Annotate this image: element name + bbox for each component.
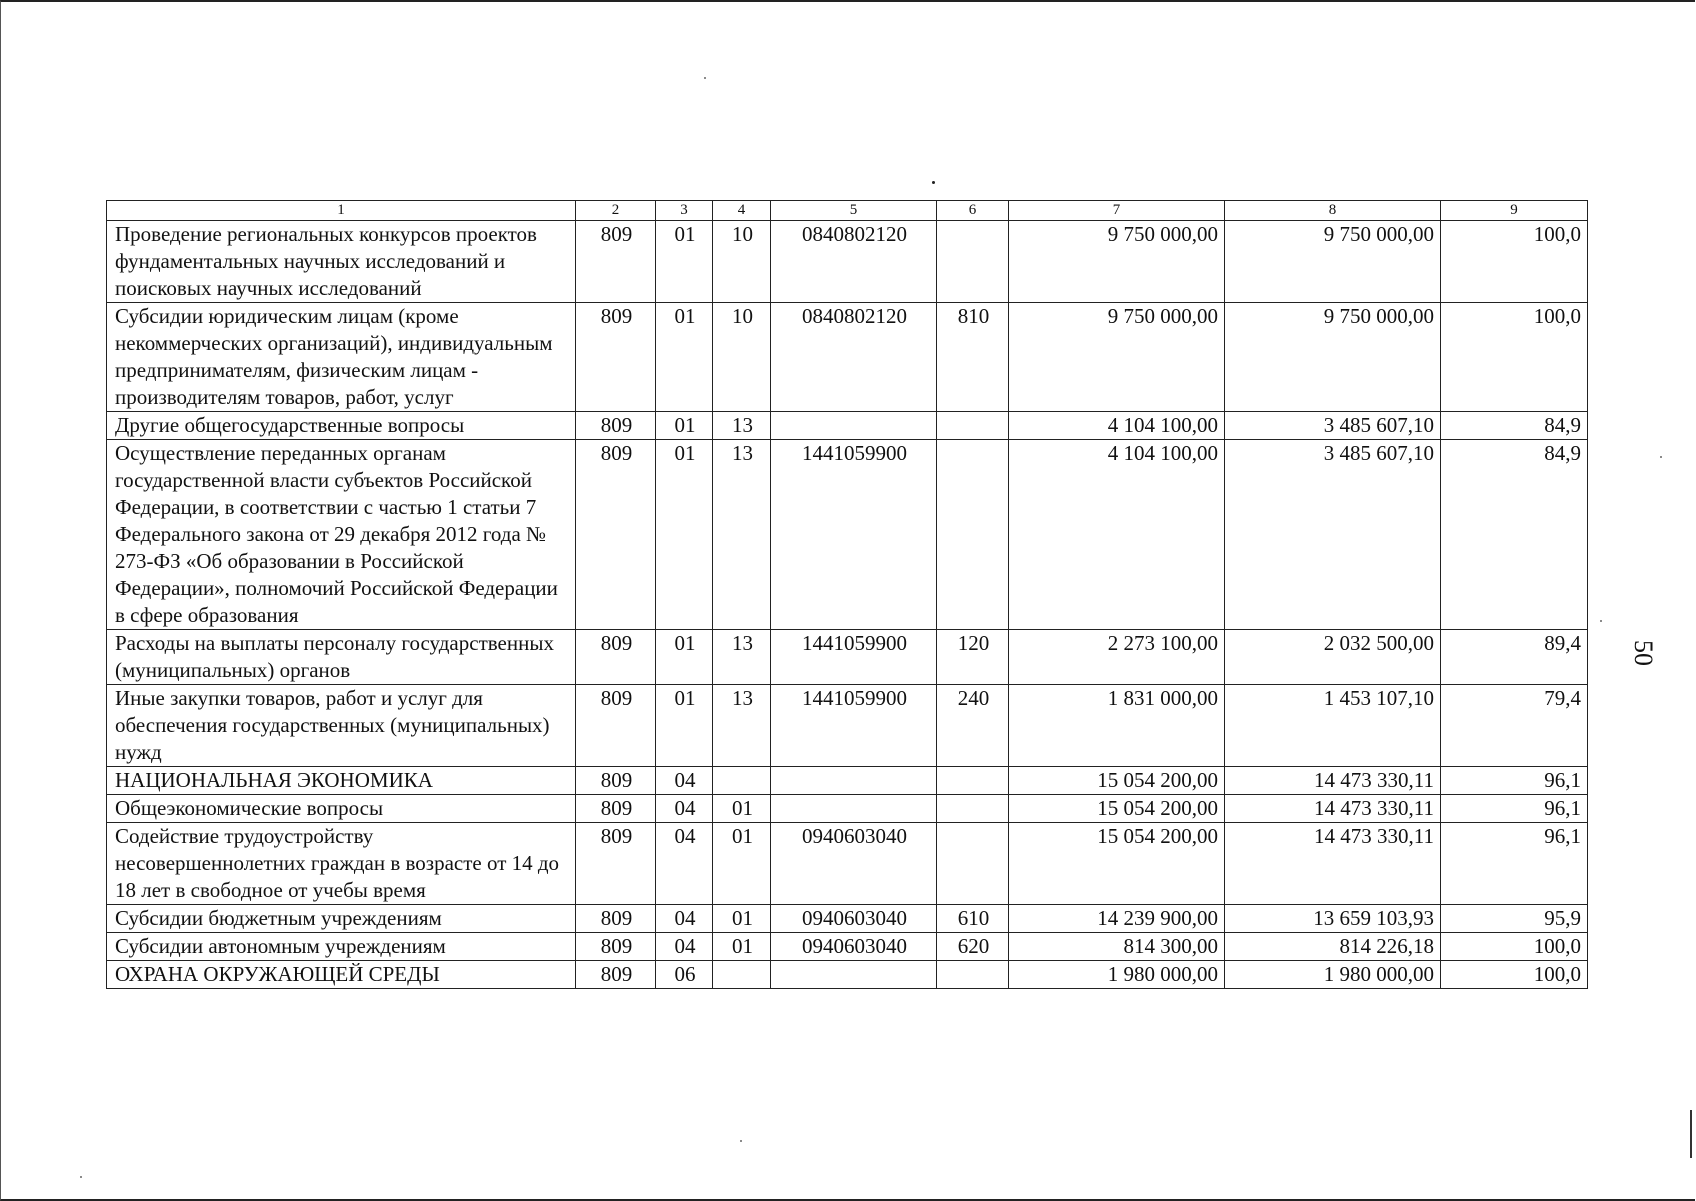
expense-type-cell: [937, 823, 1009, 905]
executed-amount-cell: 3 485 607,10: [1225, 412, 1441, 440]
chapter-code-cell: 809: [576, 685, 656, 767]
execution-percent-cell: 89,4: [1441, 630, 1588, 685]
target-article-cell: 1441059900: [771, 630, 937, 685]
section-code-cell: 04: [656, 905, 713, 933]
expense-type-cell: [937, 767, 1009, 795]
execution-percent-cell: 95,9: [1441, 905, 1588, 933]
execution-percent-cell: 100,0: [1441, 961, 1588, 989]
table-row: [107, 823, 1588, 905]
subsection-code-cell: [713, 767, 771, 795]
target-article-cell: [771, 767, 937, 795]
section-code-cell: 01: [656, 440, 713, 630]
chapter-code-cell: 809: [576, 303, 656, 412]
target-article-cell: 0940603040: [771, 823, 937, 905]
execution-percent-cell: 84,9: [1441, 440, 1588, 630]
planned-amount-cell: 9 750 000,00: [1009, 221, 1225, 303]
chapter-code-cell: 809: [576, 767, 656, 795]
expense-type-cell: 810: [937, 303, 1009, 412]
scan-speck: [1600, 620, 1602, 622]
section-code-cell: 04: [656, 933, 713, 961]
section-code-cell: 04: [656, 823, 713, 905]
table-row: [107, 933, 1588, 961]
budget-execution-table: [106, 200, 1588, 989]
scan-speck: [704, 77, 706, 79]
subsection-code-cell: 13: [713, 412, 771, 440]
scan-speck: [80, 1176, 82, 1178]
target-article-cell: 1441059900: [771, 440, 937, 630]
row-name-cell: Иные закупки товаров, работ и услуг для обеспечения государственных (муниципальных) нужд: [107, 685, 576, 767]
expense-type-cell: [937, 412, 1009, 440]
header-cell: 1: [107, 201, 576, 221]
executed-amount-cell: 814 226,18: [1225, 933, 1441, 961]
section-code-cell: 01: [656, 412, 713, 440]
expense-type-cell: 610: [937, 905, 1009, 933]
table-row: [107, 767, 1588, 795]
chapter-code-cell: 809: [576, 795, 656, 823]
chapter-code-cell: 809: [576, 440, 656, 630]
row-name-cell: НАЦИОНАЛЬНАЯ ЭКОНОМИКА: [107, 767, 576, 795]
executed-amount-cell: 14 473 330,11: [1225, 823, 1441, 905]
page-number: 50: [1629, 640, 1658, 666]
expense-type-cell: [937, 221, 1009, 303]
subsection-code-cell: 13: [713, 685, 771, 767]
chapter-code-cell: 809: [576, 412, 656, 440]
executed-amount-cell: 1 453 107,10: [1225, 685, 1441, 767]
execution-percent-cell: 96,1: [1441, 823, 1588, 905]
executed-amount-cell: 14 473 330,11: [1225, 795, 1441, 823]
header-cell: 6: [937, 201, 1009, 221]
chapter-code-cell: 809: [576, 221, 656, 303]
execution-percent-cell: 96,1: [1441, 767, 1588, 795]
table-row: [107, 905, 1588, 933]
planned-amount-cell: 15 054 200,00: [1009, 767, 1225, 795]
subsection-code-cell: [713, 961, 771, 989]
planned-amount-cell: 9 750 000,00: [1009, 303, 1225, 412]
header-cell: 7: [1009, 201, 1225, 221]
planned-amount-cell: 814 300,00: [1009, 933, 1225, 961]
chapter-code-cell: 809: [576, 630, 656, 685]
expense-type-cell: [937, 795, 1009, 823]
table-row: [107, 221, 1588, 303]
row-name-cell: Общеэкономические вопросы: [107, 795, 576, 823]
chapter-code-cell: 809: [576, 933, 656, 961]
row-name-cell: Содействие трудоустройству несовершеннолетних граждан в возрасте от 14 до 18 лет в свободное от учебы время: [107, 823, 576, 905]
section-code-cell: 04: [656, 767, 713, 795]
section-code-cell: 04: [656, 795, 713, 823]
scan-speck: [1660, 456, 1662, 458]
chapter-code-cell: 809: [576, 961, 656, 989]
target-article-cell: 0940603040: [771, 905, 937, 933]
header-cell: 3: [656, 201, 713, 221]
header-cell: 4: [713, 201, 771, 221]
subsection-code-cell: 10: [713, 303, 771, 412]
expense-type-cell: 240: [937, 685, 1009, 767]
subsection-code-cell: 01: [713, 933, 771, 961]
subsection-code-cell: 01: [713, 795, 771, 823]
table-row: [107, 412, 1588, 440]
table-row: [107, 961, 1588, 989]
header-cell: 9: [1441, 201, 1588, 221]
execution-percent-cell: 100,0: [1441, 303, 1588, 412]
target-article-cell: [771, 412, 937, 440]
row-name-cell: Субсидии бюджетным учреждениям: [107, 905, 576, 933]
target-article-cell: [771, 961, 937, 989]
column-number-header-row: [107, 201, 1588, 221]
planned-amount-cell: 15 054 200,00: [1009, 795, 1225, 823]
table-row: [107, 795, 1588, 823]
row-name-cell: ОХРАНА ОКРУЖАЮЩЕЙ СРЕДЫ: [107, 961, 576, 989]
row-name-cell: Расходы на выплаты персоналу государственных (муниципальных) органов: [107, 630, 576, 685]
section-code-cell: 01: [656, 221, 713, 303]
section-code-cell: 01: [656, 685, 713, 767]
chapter-code-cell: 809: [576, 905, 656, 933]
scan-speck: [740, 1140, 742, 1142]
scan-speck: [932, 181, 935, 184]
planned-amount-cell: 15 054 200,00: [1009, 823, 1225, 905]
subsection-code-cell: 01: [713, 823, 771, 905]
table-row: [107, 440, 1588, 630]
section-code-cell: 06: [656, 961, 713, 989]
row-name-cell: Осуществление переданных органам государственной власти субъектов Российской Федерации, в соответствии с частью 1 статьи 7 Федерального закона от 29 декабря 2012 года № 273-ФЗ «Об образовании в Российской Федерации», полномочий Российской Федерации в сфере образования: [107, 440, 576, 630]
execution-percent-cell: 96,1: [1441, 795, 1588, 823]
header-cell: 5: [771, 201, 937, 221]
table-row: [107, 685, 1588, 767]
expense-type-cell: [937, 440, 1009, 630]
executed-amount-cell: 3 485 607,10: [1225, 440, 1441, 630]
row-name-cell: Субсидии юридическим лицам (кроме некоммерческих организаций), индивидуальным предпринимателям, физическим лицам - производителям товаров, работ, услуг: [107, 303, 576, 412]
executed-amount-cell: 2 032 500,00: [1225, 630, 1441, 685]
row-name-cell: Другие общегосударственные вопросы: [107, 412, 576, 440]
planned-amount-cell: 1 980 000,00: [1009, 961, 1225, 989]
execution-percent-cell: 100,0: [1441, 221, 1588, 303]
target-article-cell: 0840802120: [771, 221, 937, 303]
subsection-code-cell: 10: [713, 221, 771, 303]
planned-amount-cell: 1 831 000,00: [1009, 685, 1225, 767]
execution-percent-cell: 100,0: [1441, 933, 1588, 961]
executed-amount-cell: 13 659 103,93: [1225, 905, 1441, 933]
planned-amount-cell: 14 239 900,00: [1009, 905, 1225, 933]
subsection-code-cell: 01: [713, 905, 771, 933]
planned-amount-cell: 4 104 100,00: [1009, 440, 1225, 630]
chapter-code-cell: 809: [576, 823, 656, 905]
planned-amount-cell: 2 273 100,00: [1009, 630, 1225, 685]
target-article-cell: 0840802120: [771, 303, 937, 412]
target-article-cell: 1441059900: [771, 685, 937, 767]
table-row: [107, 630, 1588, 685]
expense-type-cell: 620: [937, 933, 1009, 961]
executed-amount-cell: 14 473 330,11: [1225, 767, 1441, 795]
row-name-cell: Субсидии автономным учреждениям: [107, 933, 576, 961]
target-article-cell: [771, 795, 937, 823]
planned-amount-cell: 4 104 100,00: [1009, 412, 1225, 440]
subsection-code-cell: 13: [713, 630, 771, 685]
executed-amount-cell: 9 750 000,00: [1225, 221, 1441, 303]
section-code-cell: 01: [656, 630, 713, 685]
row-name-cell: Проведение региональных конкурсов проектов фундаментальных научных исследований и поисковых научных исследований: [107, 221, 576, 303]
scan-edge-mark: [1690, 1110, 1692, 1158]
header-cell: 2: [576, 201, 656, 221]
subsection-code-cell: 13: [713, 440, 771, 630]
section-code-cell: 01: [656, 303, 713, 412]
expense-type-cell: 120: [937, 630, 1009, 685]
execution-percent-cell: 79,4: [1441, 685, 1588, 767]
executed-amount-cell: 9 750 000,00: [1225, 303, 1441, 412]
expense-type-cell: [937, 961, 1009, 989]
target-article-cell: 0940603040: [771, 933, 937, 961]
execution-percent-cell: 84,9: [1441, 412, 1588, 440]
table-row: [107, 303, 1588, 412]
executed-amount-cell: 1 980 000,00: [1225, 961, 1441, 989]
header-cell: 8: [1225, 201, 1441, 221]
